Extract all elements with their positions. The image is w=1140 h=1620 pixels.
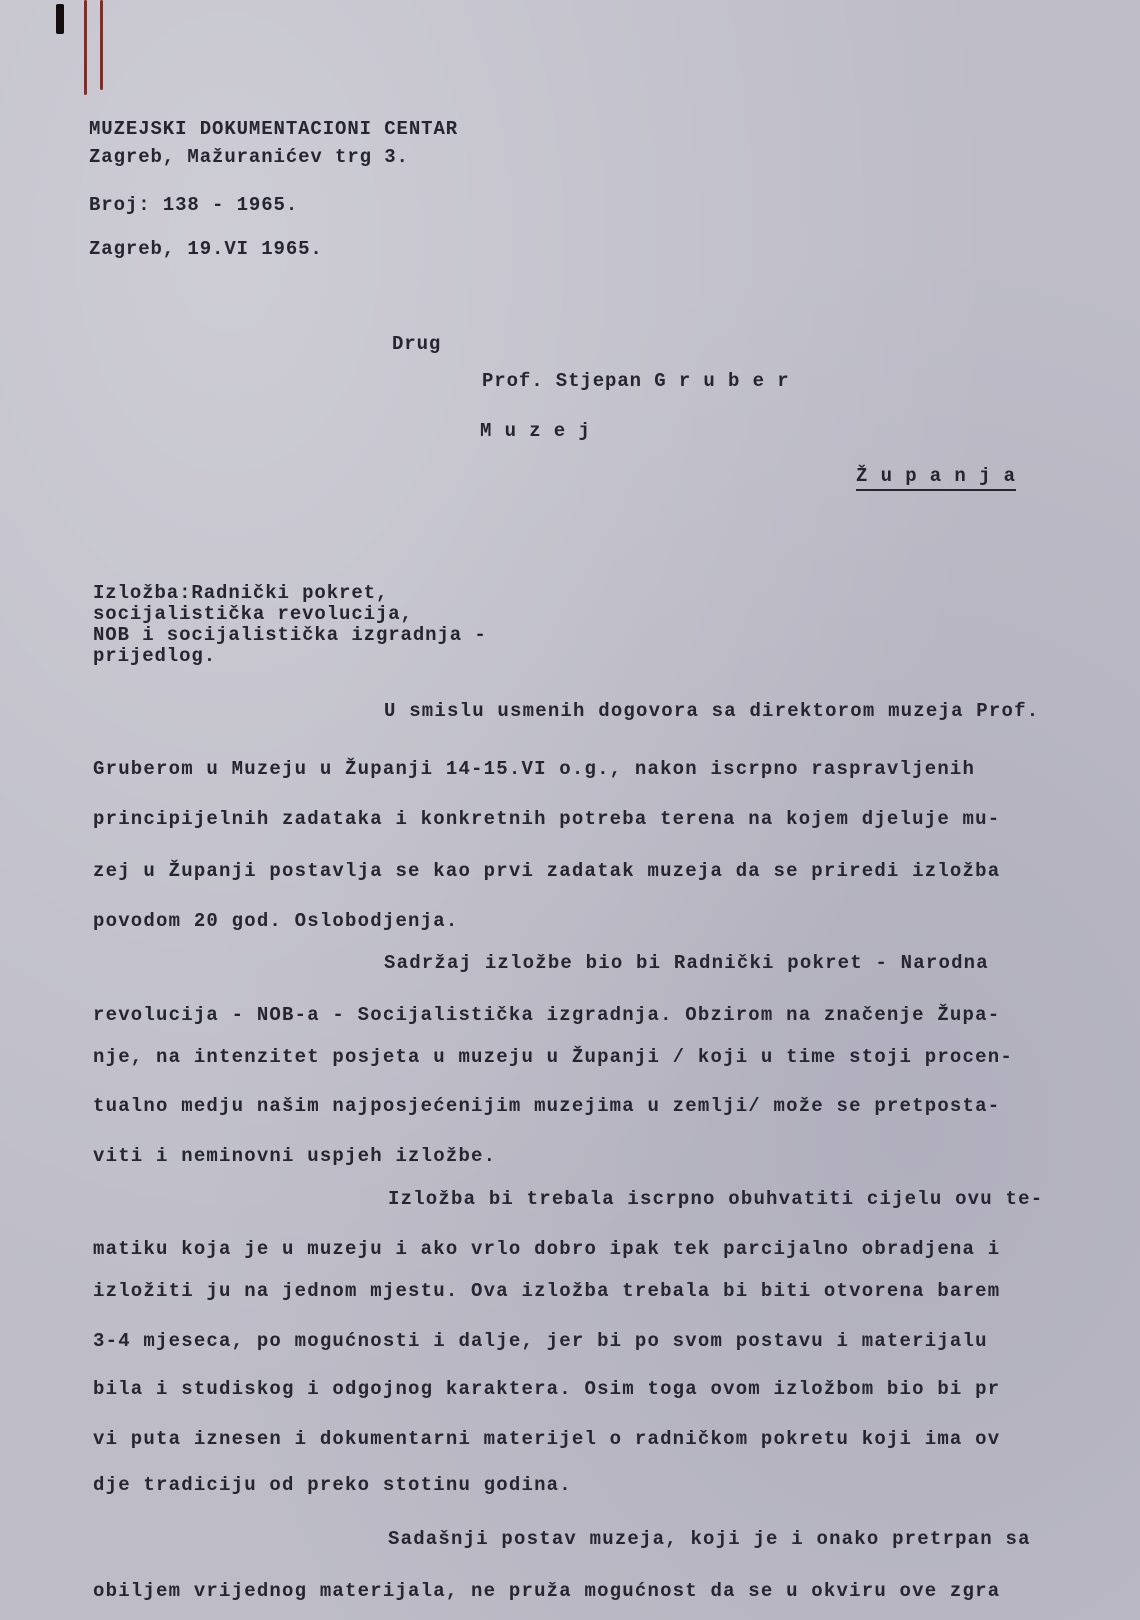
body-line: Sadržaj izložbe bio bi Radnički pokret - Narodna [384,952,989,974]
body-line: bila i studiskog i odgojnog karaktera. Osim toga ovom izložbom bio bi pr [93,1378,1001,1400]
body-line: povodom 20 god. Oslobodjenja. [93,910,459,932]
subject-line: NOB i socijalistička izgradnja - [93,624,487,646]
subject-line: Izložba:Radnički pokret, [93,582,389,604]
binder-mark [56,4,64,34]
binder-mark [84,0,87,95]
recipient-institution: M u z e j [480,420,591,442]
body-line: matiku koja je u muzeju i ako vrlo dobro ipak tek parcijalno obradjena i [93,1238,1001,1260]
body-line: U smislu usmenih dogovora sa direktorom muzeja Prof. [384,700,1040,722]
body-line: nje, na intenzitet posjeta u muzeju u Županji / koji u time stoji procen- [93,1046,1013,1068]
doc-date: Zagreb, 19.VI 1965. [89,238,323,260]
body-line: obiljem vrijednog materijala, ne pruža mogućnost da se u okviru ove zgra [93,1580,1001,1602]
body-line: revolucija - NOB-a - Socijalistička izgradnja. Obzirom na značenje Župa- [93,1004,1001,1026]
binder-mark [100,0,103,90]
body-line: Izložba bi trebala iscrpno obuhvatiti cijelu ovu te- [388,1188,1044,1210]
body-line: vi puta iznesen i dokumentarni materijel o radničkom pokretu koji ima ov [93,1428,1001,1450]
body-line: zej u Županji postavlja se kao prvi zadatak muzeja da se priredi izložba [93,860,1001,882]
body-line: viti i neminovni uspjeh izložbe. [93,1145,497,1167]
subject-line: socijalistička revolucija, [93,603,413,625]
body-line: 3-4 mjeseca, po mogućnosti i dalje, jer bi po svom postavu i materijalu [93,1330,988,1352]
recipient-salutation: Drug [392,333,442,355]
body-line: principijelnih zadataka i konkretnih potreba terena na kojem djeluje mu- [93,808,1001,830]
body-line: Sadašnji postav muzeja, koji je i onako pretrpan sa [388,1528,1031,1550]
recipient-city: Ž u p a n j a [856,465,1016,491]
body-line: Gruberom u Muzeju u Županji 14-15.VI o.g., nakon iscrpno raspravljenih [93,758,976,780]
subject-line: prijedlog. [93,645,217,667]
body-line: dje tradiciju od preko stotinu godina. [93,1474,572,1496]
recipient-name: Prof. Stjepan G r u b e r [482,370,790,392]
org-name: MUZEJSKI DOKUMENTACIONI CENTAR [89,118,459,140]
doc-number: Broj: 138 - 1965. [89,194,299,216]
body-line: izložiti ju na jednom mjestu. Ova izložba trebala bi biti otvorena barem [93,1280,1001,1302]
body-line: tualno medju našim najposjećenijim muzejima u zemlji/ može se pretposta- [93,1095,1001,1117]
org-address: Zagreb, Mažuranićev trg 3. [89,146,409,168]
